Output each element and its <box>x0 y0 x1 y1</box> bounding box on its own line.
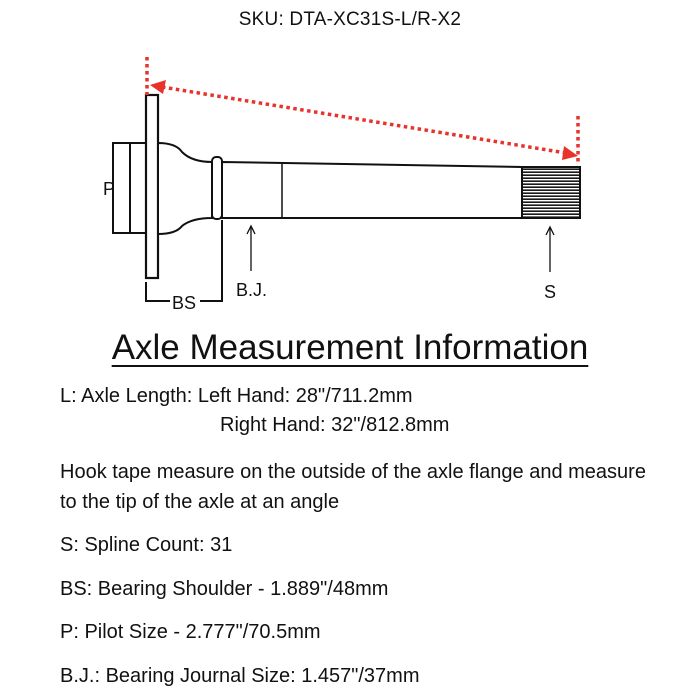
hook-note: Hook tape measure on the outside of the axle flange and measure to the tip of the axle at an angle <box>60 461 646 513</box>
label-s: S <box>544 282 557 302</box>
axle-length-left: L: Axle Length: Left Hand: 28"/711.2mm <box>60 385 413 407</box>
label-p: P <box>103 179 116 199</box>
pilot-size: P: Pilot Size - 2.777"/70.5mm <box>60 621 321 643</box>
label-bj: B.J. <box>236 280 268 300</box>
label-bs: BS <box>172 293 197 313</box>
axle-flange <box>146 95 158 278</box>
spline-count: S: Spline Count: 31 <box>60 534 233 556</box>
sku-label: SKU: DTA-XC31S-L/R-X2 <box>238 9 462 30</box>
axle-shaft <box>222 162 522 218</box>
pilot-bracket <box>113 143 130 233</box>
measure-line <box>162 87 566 153</box>
measure-arrowhead-left <box>150 80 166 94</box>
length-measure-arrow <box>147 57 578 164</box>
bearing-journal-collar <box>212 157 222 219</box>
axle-neck <box>158 143 212 234</box>
bearing-journal-size: B.J.: Bearing Journal Size: 1.457"/37mm <box>60 665 420 687</box>
axle-diagram <box>0 40 700 320</box>
axle-splines <box>522 167 580 218</box>
measure-arrowhead-right <box>562 146 578 160</box>
bearing-shoulder: BS: Bearing Shoulder - 1.889"/48mm <box>60 578 389 600</box>
pilot-hub <box>130 143 146 233</box>
axle-length-right: Right Hand: 32"/812.8mm <box>220 414 450 436</box>
page-heading: Axle Measurement Information <box>111 328 589 367</box>
